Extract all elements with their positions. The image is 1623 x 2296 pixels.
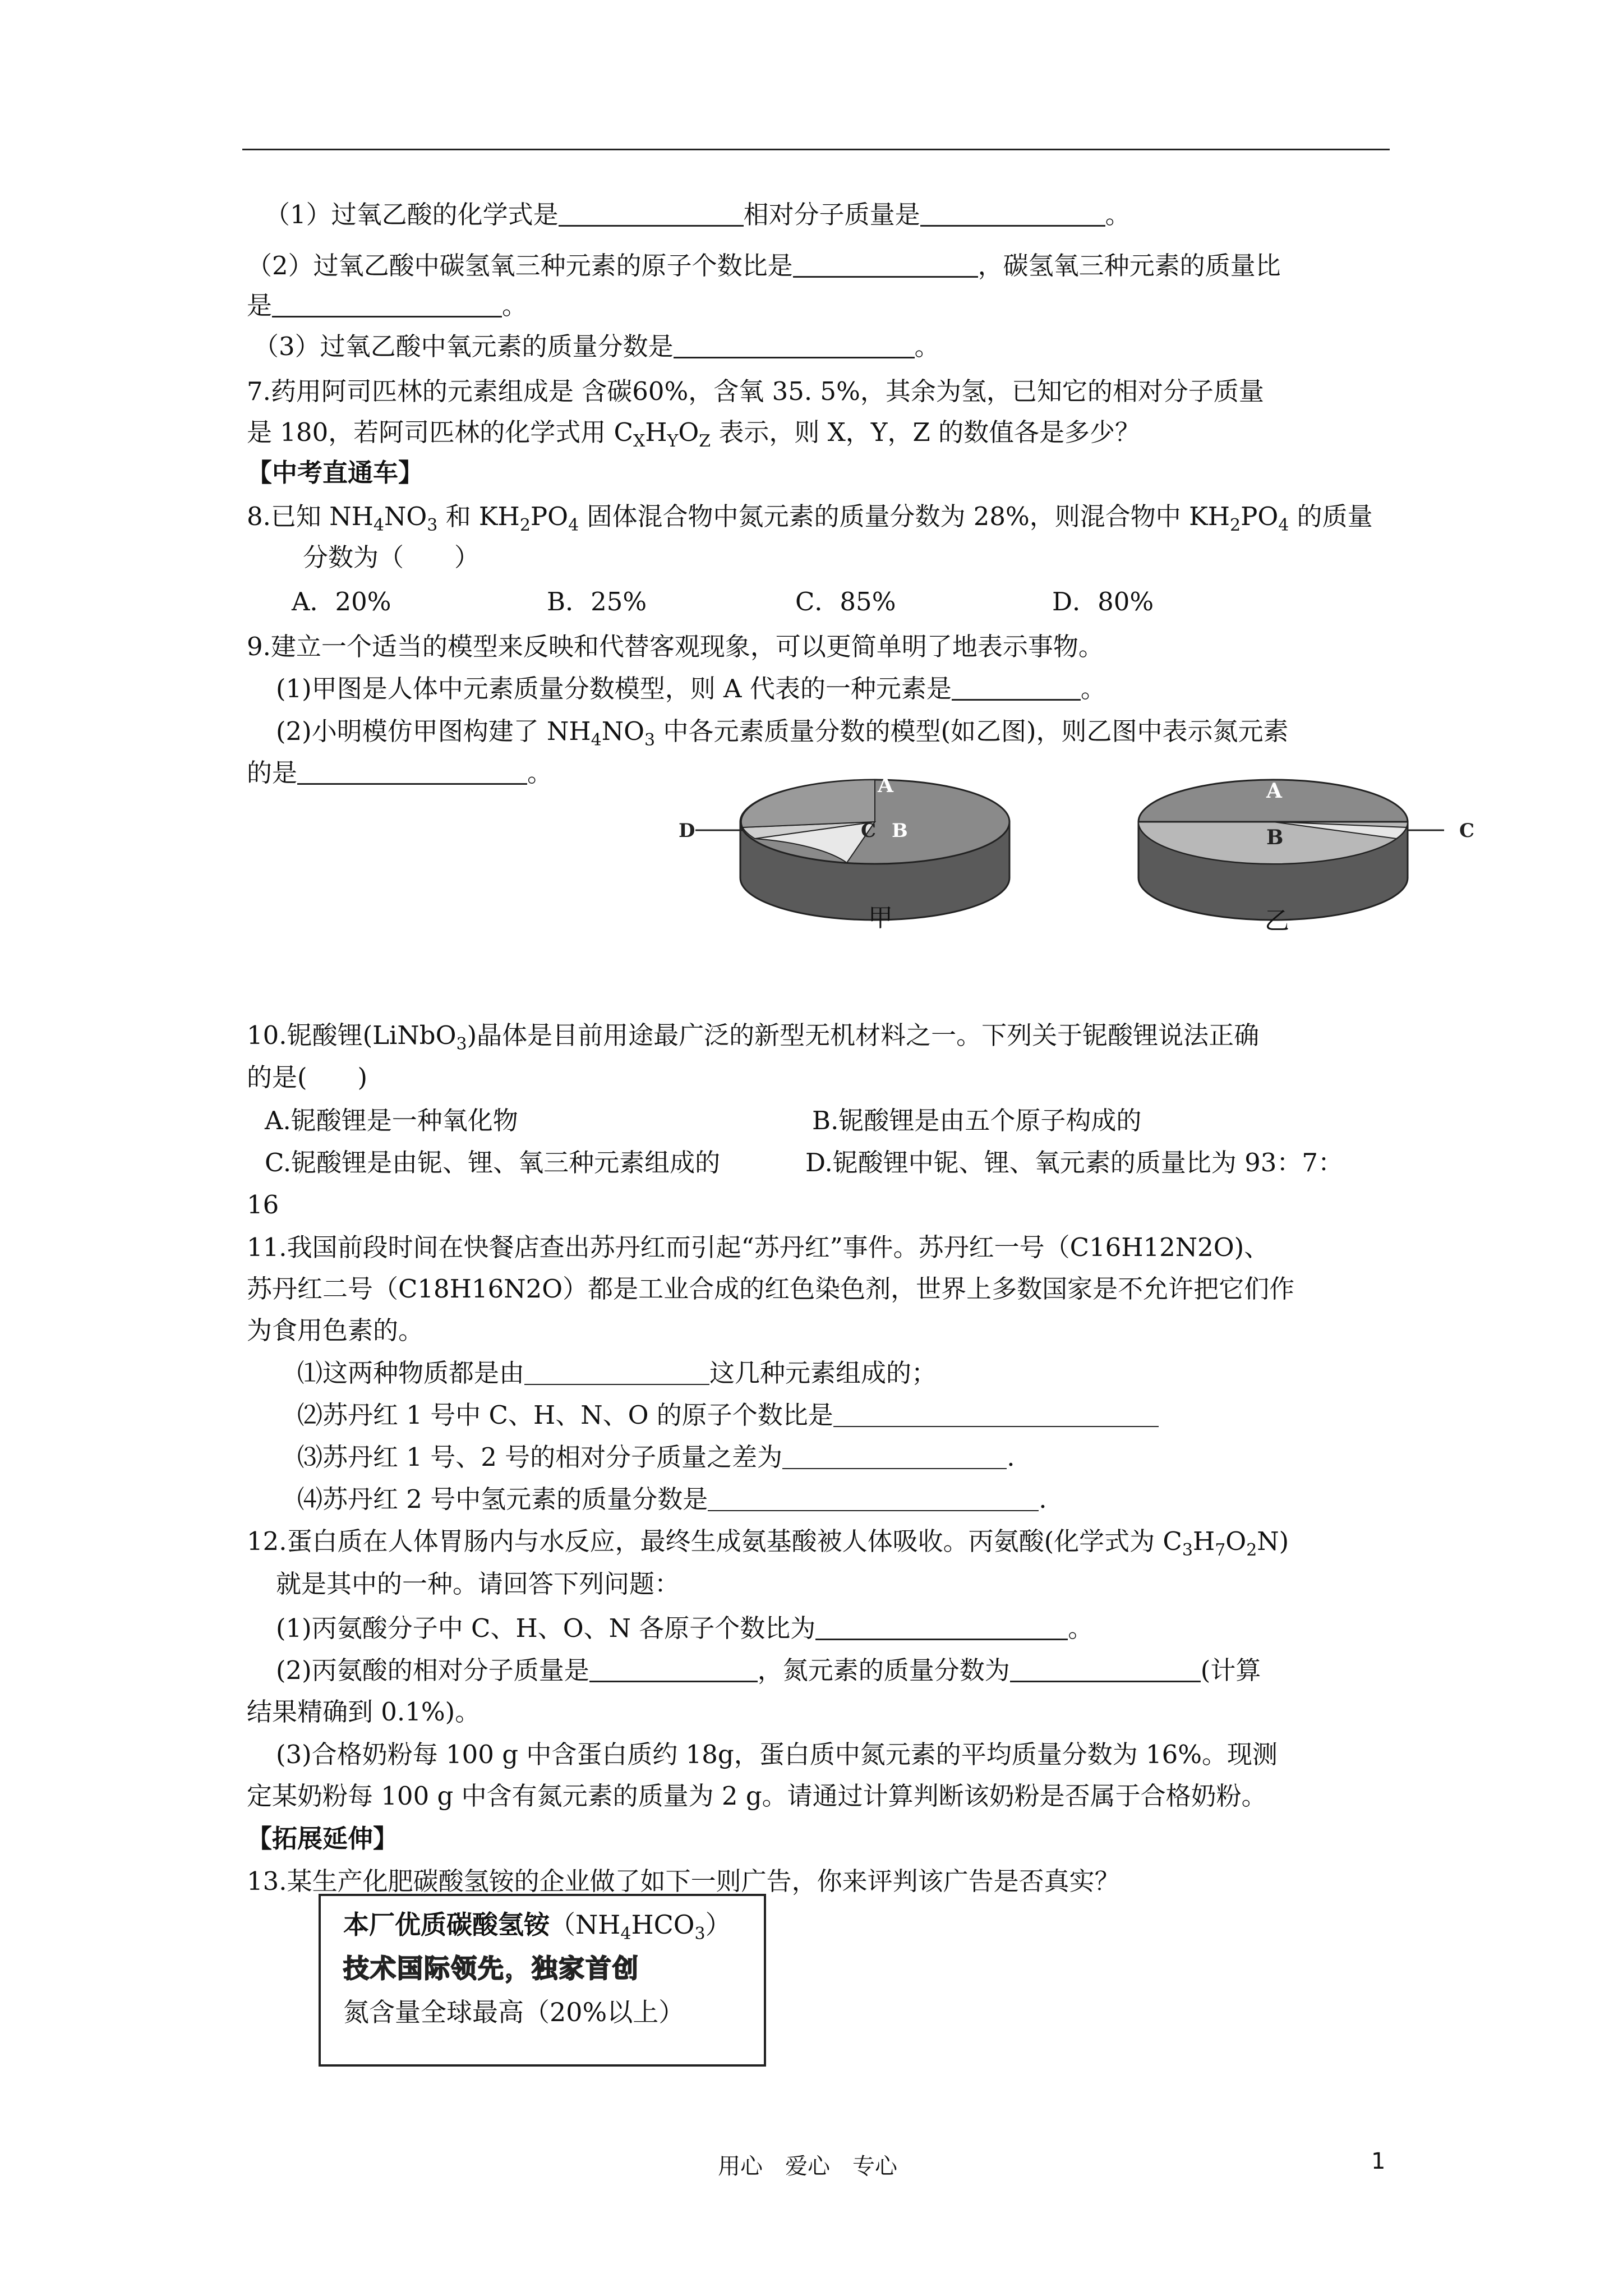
q6-part1 [265,199,1131,231]
q9-line1: 9.建立一个适当的模型来反映和代替客观现象，可以更简单明了地表示事物。 [247,632,1104,661]
q8-option-b: B．25% [547,587,647,616]
q7-text: 是 180，若阿司匹林的化学式用 C [247,417,633,447]
q11-part4 [297,1484,1047,1515]
subscript: 3 [456,1034,467,1054]
subscript: 4 [373,516,384,535]
q7-line1: 7.药用阿司匹林的元素组成是 含碳60%，含氧 35. 5%，其余为氢，已知它的相对分子质量 [247,376,1264,406]
answer-blank [589,1657,758,1682]
answer-blank [1010,1657,1201,1682]
q12-text: (计算 [1200,1655,1261,1685]
answer-blank [952,675,1081,701]
q11-part2 [297,1400,1159,1431]
q8-line1 [247,501,1373,541]
label-b: B [1266,826,1284,849]
q12-part3-cont: 定某奶粉每 100 g 中含有氮元素的质量为 2 g。请通过计算判断该奶粉是否属于合格奶粉。 [247,1781,1267,1811]
q10-option-b: B.铌酸锂是由五个原子构成的 [812,1106,1142,1135]
q12-line2: 就是其中的一种。请回答下列问题： [276,1569,680,1599]
q8-text: 固体混合物中氮元素的质量分数为 28%，则混合物中 KH [579,501,1230,531]
q8-text: 8.已知 NH [247,501,374,531]
q8-option-d: D．80% [1052,587,1154,616]
q10-option-c: C.铌酸锂是由铌、锂、氧三种元素组成的 [265,1148,721,1177]
q12-text: 12.蛋白质在人体胃肠内与水反应，最终生成氨基酸被人体吸收。丙氨酸(化学式为 C [247,1526,1182,1556]
answer-blank [708,1487,1039,1511]
q10-text: )晶体是目前用途最广泛的新型无机材料之一。下列关于铌酸锂说法正确 [467,1020,1260,1050]
label-c: C [1459,820,1475,842]
section-heading: 【中考直通车】 [247,458,424,487]
label-a: A [878,774,893,797]
q10-option-d: D.铌酸锂中铌、锂、氧元素的质量比为 93：7： [805,1148,1343,1177]
subscript: 2 [519,516,531,535]
q8-text: 的质量 [1289,501,1373,531]
punct: 。 [1080,674,1106,703]
q6-part1-text2: 相对分子质量是 [743,200,920,229]
label-b: B [892,820,908,842]
subscript: 7 [1215,1540,1226,1560]
q8-text: PO [1241,501,1279,531]
punct: 。 [1068,1613,1094,1643]
q11-line2: 苏丹红二号（C18H16N2O）都是工业合成的红色染色剂，世界上多数国家是不允许把它们作 [247,1274,1295,1304]
slice-a-left [741,780,875,827]
q7-text: 表示，则 X，Y，Z 的数值各是多少？ [711,417,1141,447]
subscript: 4 [568,516,579,535]
subscript: Y [667,431,679,451]
q11-part1 [297,1358,937,1389]
answer-blank [920,201,1105,227]
subscript: 4 [1278,516,1289,535]
ad-formula: （NH [550,1910,621,1940]
answer-blank [297,760,527,785]
q13-line1: 13.某生产化肥碳酸氢铵的企业做了如下一则广告，你来评判该广告是否真实？ [247,1866,1120,1896]
q7-text: H [645,417,667,447]
q10-line2: 的是( ) [247,1062,368,1092]
q9-part2-cont [247,757,552,789]
subscript: 2 [1229,516,1241,535]
answer-blank [559,201,744,227]
subscript: 3 [1182,1540,1193,1560]
ad-title-line [343,1908,731,1950]
q12-text: ，氮元素的质量分数为 [757,1655,1010,1685]
q8-line2: 分数为（ ） [303,542,480,572]
ad-slogan: 技术国际领先，独家首创 [343,1953,639,1984]
q11-text: ⑴这两种物质都是由 [297,1358,525,1388]
q12-part1 [276,1613,1093,1644]
answer-blank [524,1360,709,1385]
punct: . [1007,1442,1015,1472]
answer-blank [793,252,978,278]
figure-yi-caption: 乙 [1265,907,1289,935]
q9-text: (2)小明模仿甲图构建了 NH [276,716,591,746]
ad-formula: ） [705,1910,731,1940]
q11-text: ⑶苏丹红 1 号、2 号的相对分子质量之差为 [297,1442,783,1472]
ad-formula: HCO [631,1910,695,1940]
q9-part2 [276,716,1289,756]
q9-text: 中各元素质量分数的模型(如乙图)，则乙图中表示氮元素 [655,716,1289,746]
section-heading: 【拓展延伸】 [247,1824,399,1853]
q12-line1 [247,1526,1289,1566]
answer-blank [272,292,502,318]
q11-text: ⑵苏丹红 1 号中 C、H、N、O 的原子个数比是 [297,1400,833,1430]
q11-line3: 为食用色素的。 [247,1315,424,1345]
subscript: 3 [427,516,438,535]
header-rule [242,149,1390,150]
q9-part1 [276,673,1106,705]
q8-text: NO [384,501,427,531]
q7-line2 [247,417,1140,457]
answer-blank [674,333,915,358]
punct: 。 [1105,200,1131,229]
q6-part2-text: （2）过氧乙酸中碳氢氧三种元素的原子个数比是 [247,251,793,280]
q11-part3 [297,1442,1015,1473]
ad-claim: 氮含量全球最高（20%以上） [343,1997,685,2027]
q6-part3-text: （3）过氧乙酸中氧元素的质量分数是 [253,332,674,361]
q6-part2-cont [247,290,527,321]
q6-part2 [247,250,1281,282]
q8-text: 和 KH [437,501,520,531]
q6-part2-text2: ，碳氢氧三种元素的质量比 [978,251,1281,280]
label-a: A [1266,779,1282,803]
q10-line1 [247,1020,1259,1060]
q12-text: (2)丙氨酸的相对分子质量是 [276,1655,589,1685]
punct: 。 [502,291,528,320]
punct: 。 [527,758,553,788]
q10-option-a: A.铌酸锂是一种氧化物 [265,1106,518,1135]
subscript: 3 [644,730,656,750]
footer-motto: 用心 爱心 专心 [718,2154,897,2179]
q8-text: PO [530,501,569,531]
q9-text: 的是 [247,758,298,788]
q11-text: ⑷苏丹红 2 号中氢元素的质量分数是 [297,1484,708,1514]
q10-text: 10.铌酸锂(LiNbO [247,1020,457,1050]
figure-jia-caption: 甲 [868,904,893,932]
subscript: X [633,431,645,451]
advertisement-box [319,1894,766,2067]
label-c: C [861,820,877,842]
subscript: 4 [591,730,602,750]
q9-text: NO [601,716,645,746]
q12-part2 [276,1655,1261,1686]
answer-blank [833,1402,1159,1427]
answer-blank [815,1615,1068,1640]
q12-text: (1)丙氨酸分子中 C、H、O、N 各原子个数比为 [276,1613,816,1643]
ad-title: 本厂优质碳酸氢铵 [343,1910,550,1940]
subscript: 4 [620,1924,631,1944]
q8-option-a: A．20% [292,587,391,616]
q12-text: N) [1257,1526,1289,1556]
q12-text: O [1225,1526,1247,1556]
subscript: 3 [694,1924,706,1944]
punct: . [1039,1484,1047,1514]
label-d: D [679,820,695,842]
q11-text: 这几种元素组成的； [709,1358,937,1388]
subscript: 2 [1246,1540,1257,1560]
q6-part3 [253,331,940,362]
q10-option-d-cont: 16 [247,1190,279,1220]
q12-part3: (3)合格奶粉每 100 g 中含蛋白质约 18g，蛋白质中氮元素的平均质量分数为 16%。现测 [276,1740,1278,1769]
figure-yi-cylinder [1116,769,1497,942]
q12-text: H [1192,1526,1215,1556]
subscript: Z [699,431,711,451]
answer-blank [782,1444,1007,1469]
q11-line1: 11.我国前段时间在快餐店查出苏丹红而引起“苏丹红”事件。苏丹红一号（C16H12N2O)、 [247,1232,1270,1262]
q7-text: O [678,417,699,447]
q6-part1-text: （1）过氧乙酸的化学式是 [265,200,559,229]
q6-part2-text3: 是 [247,291,273,320]
q8-option-c: C．85% [795,587,896,616]
q12-part2-cont: 结果精确到 0.1%)。 [247,1697,481,1727]
punct: 。 [914,332,940,361]
page-number: 1 [1371,2148,1386,2174]
q9-text: (1)甲图是人体中元素质量分数模型，则 A 代表的一种元素是 [276,674,952,703]
